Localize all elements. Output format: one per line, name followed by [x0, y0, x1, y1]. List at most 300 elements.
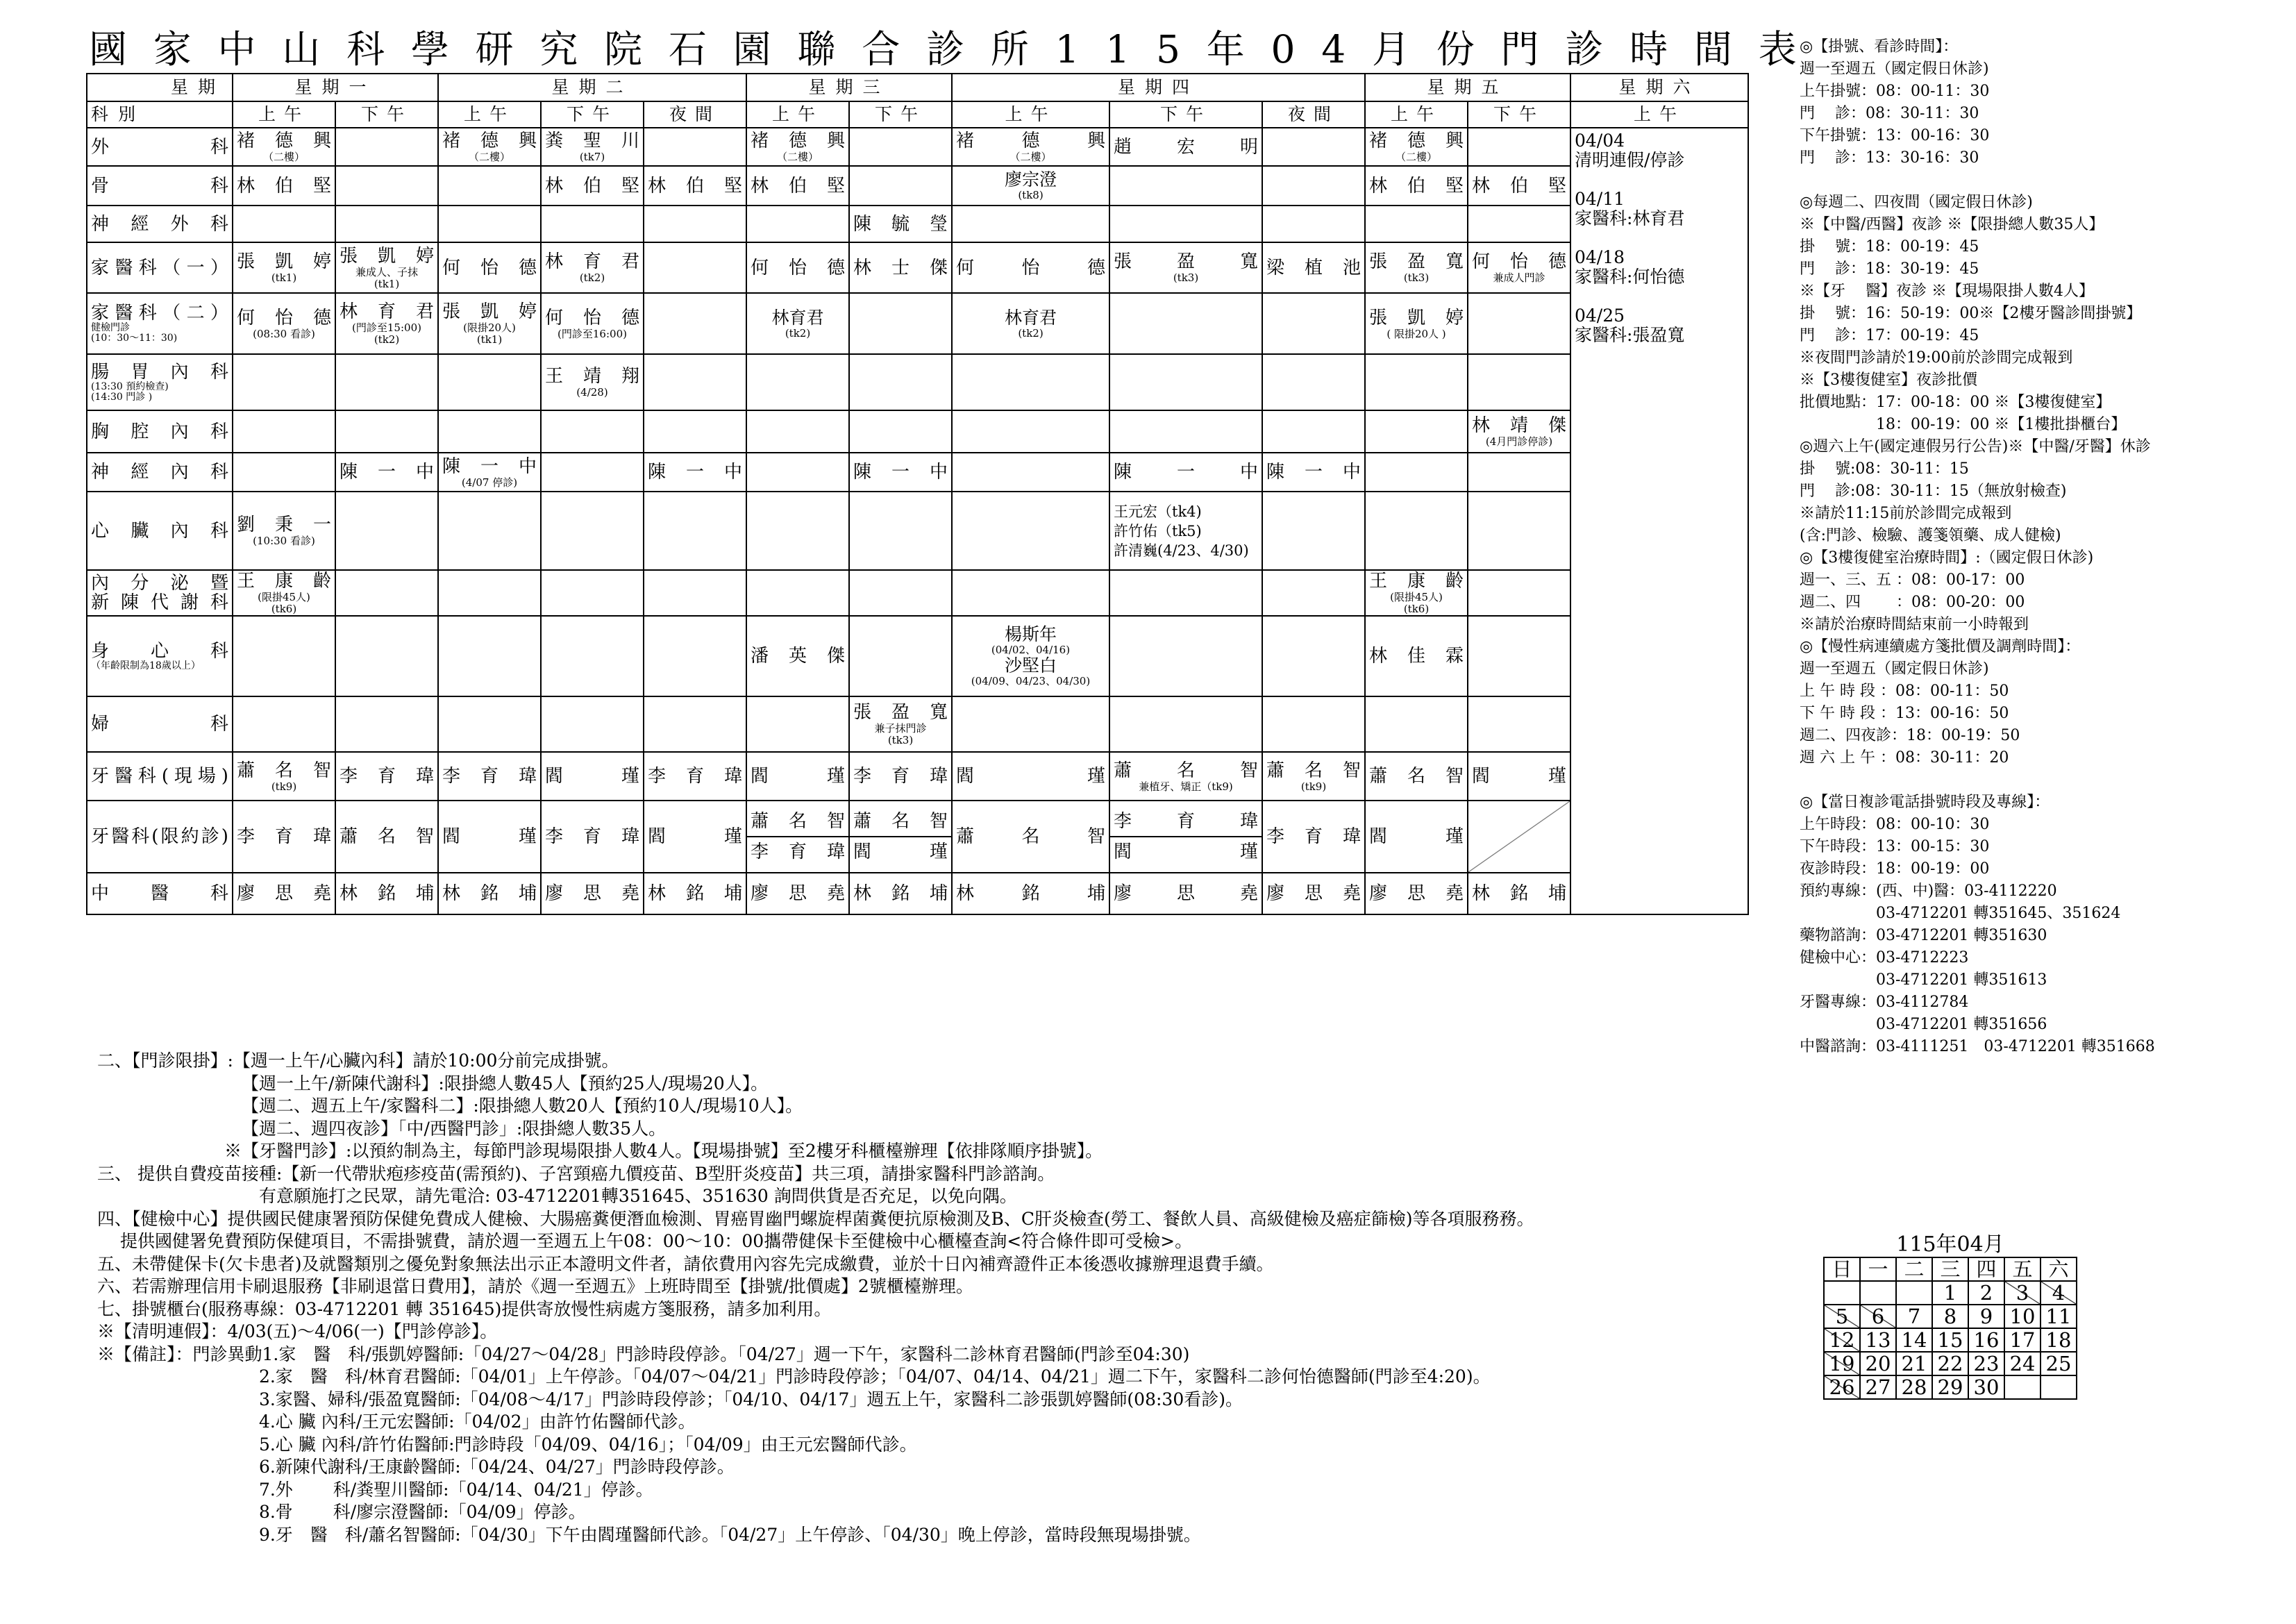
day-header-5	[1365, 74, 1570, 101]
cell-note: 兼成人、子抹	[355, 265, 418, 278]
doctor-cell	[335, 206, 438, 242]
department-name	[91, 574, 228, 593]
cell-note: (10:30 看診)	[253, 535, 315, 547]
char: 瑋	[415, 766, 434, 787]
doctor-cell	[1365, 242, 1468, 293]
session-label: 下午	[1493, 104, 1545, 124]
cell-note: 兼植牙、矯正（tk9)	[1139, 780, 1233, 793]
department-note: 健檢門診	[91, 322, 130, 333]
side-note-line: ※【中醫/西醫】夜診 ※【限掛總人數35人】	[1800, 216, 2104, 233]
side-note-line: 下午時段：13：00-15：30	[1800, 838, 1990, 855]
doctor-cell	[1365, 873, 1468, 914]
spaced-text	[1114, 811, 1258, 832]
doctor-cell	[1468, 410, 1570, 453]
saturday-line	[1575, 287, 1744, 306]
title-char: 年	[1206, 27, 1245, 72]
title-char: 國	[89, 27, 128, 72]
cell-note: (tk7)	[579, 151, 605, 163]
schedule-row	[87, 206, 1748, 242]
doctor-cell	[746, 453, 849, 492]
doctor-cell	[1365, 166, 1468, 206]
side-note-line: 門 診：17：00-19：45	[1800, 327, 1979, 344]
char: 新	[91, 592, 110, 613]
char: 君	[415, 301, 434, 322]
cell-note: (tk8)	[1018, 189, 1044, 201]
char: 凱	[274, 251, 293, 272]
doctor-cell	[1365, 696, 1468, 752]
char: 中	[415, 462, 434, 483]
char: 限	[160, 826, 179, 847]
char: 褚	[751, 131, 769, 151]
side-note-line: 下 午 時 段 ：13：00-16：50	[1800, 705, 2009, 722]
char: 育	[788, 842, 807, 862]
char: 埔	[929, 883, 948, 904]
day-label: 星期五	[1427, 77, 1509, 97]
department-cell	[87, 752, 233, 801]
spaced-text	[1369, 176, 1464, 196]
doctor-cell	[1109, 696, 1262, 752]
footnote-line: 3.家醫、婦科/張盈寬醫師:「04/08～4/17」門診時段停診；「04/10、04/17」週五上午，家醫科二診張凱婷醫師(08:30看診)。	[97, 1389, 1243, 1409]
char: 分	[131, 573, 149, 594]
doctor-cell	[541, 616, 644, 696]
char: 何	[1472, 251, 1491, 272]
char: （	[162, 257, 181, 278]
spaced-text	[956, 131, 1105, 151]
char: 劉	[237, 514, 255, 535]
footnotes	[97, 1050, 1791, 1546]
char: 育	[583, 251, 601, 272]
doctor-cell	[1109, 128, 1262, 166]
char: 堯	[1445, 883, 1464, 904]
char: 中	[1239, 462, 1258, 483]
side-note-line: 門 診：18：30-19：45	[1800, 260, 1979, 278]
footnote-line: 三、 提供自費疫苗接種:【新一代帶狀疱疹疫苗(需預約)、子宮頸癌九價疫苗、B型肝炎疫苗】共三項，請掛家醫科門診諮詢。	[97, 1163, 1055, 1184]
cell-note: （二樓）	[1009, 151, 1052, 163]
char: 思	[1407, 883, 1425, 904]
doctor-line: 許清巍(4/23、4/30)	[1114, 542, 1249, 559]
char: 醫	[111, 826, 130, 847]
doctor-cell	[1262, 873, 1365, 914]
side-note-line: ◎週六上午(國定連假另行公告)※【中醫/牙醫】休診	[1800, 438, 2151, 455]
char: 粪	[545, 131, 564, 151]
doctor-cell	[644, 128, 746, 166]
cell-note: (tk3)	[887, 734, 914, 746]
char: 瑋	[1342, 826, 1361, 847]
cell-note: (tk3)	[1403, 271, 1430, 284]
char: 醫	[115, 303, 133, 324]
schedule-row	[87, 873, 1748, 914]
spaced-text	[751, 842, 845, 862]
char: 瑋	[312, 826, 331, 847]
calendar-weekday: 一	[1860, 1257, 1896, 1281]
spaced-text	[237, 883, 331, 904]
char: 君	[621, 251, 639, 272]
char: 神	[91, 213, 110, 235]
doctor-cell	[1468, 166, 1570, 206]
doctor-cell	[1365, 570, 1468, 616]
char: 智	[415, 826, 434, 847]
footnote-line: 六、若需辦理信用卡刷退服務【非刷退當日費用】，請於《週一至週五》上班時間至【掛號/批價處】2號櫃檯辦理。	[97, 1276, 973, 1296]
side-note-line: ◎【當日複診電話掛號時段及專線】：	[1800, 794, 2050, 811]
char: 蕭	[853, 811, 872, 832]
char: 怡	[274, 307, 293, 328]
title-char: 院	[604, 27, 643, 72]
doctor-cell	[233, 453, 335, 492]
calendar-grid	[1823, 1257, 2077, 1400]
saturday-line: 家醫科:何怡德	[1575, 267, 1685, 287]
char: 謝	[180, 592, 199, 613]
doctor-cell	[233, 492, 335, 570]
session-header-6	[746, 101, 849, 128]
char: ）	[210, 257, 228, 278]
saturday-line: 04/25	[1575, 305, 1625, 326]
char: 內	[91, 573, 110, 594]
department-name	[91, 462, 228, 482]
char: 外	[91, 136, 110, 158]
session-header-3	[438, 101, 541, 128]
char: 植	[1304, 257, 1323, 278]
doctor-cell	[541, 242, 644, 293]
doctor-cell	[1262, 696, 1365, 752]
doctor-name: 林育君	[1004, 307, 1057, 328]
doctor-cell	[849, 492, 952, 570]
department-name	[91, 593, 228, 612]
doctor-cell	[1262, 410, 1365, 453]
session-label: 上午	[771, 104, 823, 124]
footnote-line: 5.心 臟 內科/許竹佑醫師:門診時段「04/09、04/16」；「04/09」由王元宏醫師代診。	[97, 1434, 917, 1455]
char: 秉	[274, 514, 293, 535]
spaced-text	[1114, 883, 1258, 904]
doctor-cell	[233, 752, 335, 801]
spaced-text	[442, 258, 537, 278]
doctor-cell	[849, 570, 952, 616]
spaced-text	[340, 883, 434, 904]
char: 智	[1087, 826, 1105, 847]
spaced-text	[545, 308, 639, 328]
department-name	[91, 176, 228, 196]
char: 褚	[956, 131, 975, 151]
calendar-weekday: 四	[1968, 1257, 2004, 1281]
side-note-line: 批價地點：17：00-18：00 ※【3樓復健室】	[1800, 394, 2111, 411]
char: (	[151, 826, 159, 847]
char: 李	[1114, 811, 1132, 832]
department-name	[91, 215, 228, 234]
session-label: 夜間	[1287, 104, 1339, 124]
char: 銘	[1021, 883, 1040, 904]
spaced-text	[1369, 883, 1464, 904]
doctor-cell	[1262, 492, 1365, 570]
doctor-cell	[1468, 616, 1570, 696]
cell-note: (tk1)	[476, 333, 503, 346]
spaced-text	[648, 176, 742, 196]
department-cell	[87, 166, 233, 206]
char: 池	[1342, 257, 1361, 278]
schedule-row	[87, 616, 1748, 696]
page-title	[89, 28, 1797, 71]
doctor-cell	[952, 696, 1109, 752]
char: 伯	[1509, 175, 1528, 196]
side-note-line: 週二、四夜診：18：00-19：50	[1800, 727, 2020, 744]
doctor-cell	[335, 801, 438, 873]
char: 廖	[1114, 883, 1132, 904]
department-name	[91, 767, 228, 786]
char: 林	[1472, 415, 1491, 436]
doctor-cell	[1262, 293, 1365, 354]
spaced-text	[545, 826, 639, 847]
session-header-11	[1365, 101, 1468, 128]
char: 瑋	[1239, 811, 1258, 832]
doctor-cell	[746, 696, 849, 752]
department-name	[91, 714, 228, 734]
spaced-text	[1114, 251, 1258, 272]
char: 科	[210, 361, 228, 383]
cell-note: (4/28)	[576, 386, 608, 399]
char: 育	[377, 766, 396, 787]
char: 醫	[114, 766, 133, 787]
side-note-line: 週一至週五（國定假日休診)	[1800, 660, 1989, 678]
char: 埔	[723, 883, 742, 904]
calendar-day	[1824, 1281, 1860, 1305]
char: 瑋	[621, 826, 639, 847]
session-header-row	[87, 101, 1748, 128]
spaced-text	[545, 766, 639, 787]
char: 林	[340, 301, 358, 322]
doctor-cell	[233, 410, 335, 453]
spaced-text	[237, 131, 331, 151]
cell-note: (4月門診停診)	[1485, 435, 1553, 448]
calendar-day: 29	[1932, 1375, 1968, 1399]
side-note-line: 中醫諮詢：03-4111251 03-4712201 轉351668	[1800, 1038, 2155, 1055]
doctor-cell	[1468, 293, 1570, 354]
spaced-text	[442, 301, 537, 322]
doctor-cell	[1468, 492, 1570, 570]
char: 伯	[685, 175, 704, 196]
cell-note: (限掛45人)	[1390, 591, 1443, 603]
char: 霖	[1445, 646, 1464, 667]
char: 褚	[1369, 131, 1388, 151]
doctor-cell	[644, 696, 746, 752]
title-char: 間	[1693, 27, 1732, 72]
doctor-cell	[1109, 354, 1262, 410]
side-note-line: 夜診時段：18：00-19：00	[1800, 860, 1990, 878]
doctor-cell	[438, 128, 541, 166]
spaced-text	[1472, 176, 1566, 196]
spaced-text	[237, 308, 331, 328]
department-cell	[87, 410, 233, 453]
calendar-day: 9	[1968, 1305, 2004, 1328]
char: 思	[583, 883, 601, 904]
char: 中	[723, 462, 742, 483]
department-cell	[87, 293, 233, 354]
side-note-line: ◎每週二、四夜間（國定假日休診)	[1800, 194, 2033, 211]
calendar-day: 4	[2041, 1281, 2077, 1305]
saturday-line: 家醫科:林育君	[1575, 208, 1685, 228]
char: 怡	[788, 257, 807, 278]
spaced-text	[956, 258, 1105, 278]
char: 思	[788, 883, 807, 904]
schedule-row	[87, 242, 1748, 293]
char: 堯	[1342, 883, 1361, 904]
doctor-cell	[952, 453, 1109, 492]
department-cell	[87, 492, 233, 570]
doctor-cell	[1109, 206, 1262, 242]
cell-note: (tk2)	[374, 333, 400, 346]
doctor-line: 王元宏（tk4)	[1114, 503, 1202, 520]
doctor-cell	[541, 293, 644, 354]
side-note-line	[1800, 169, 2286, 192]
doctor-cell	[335, 293, 438, 354]
session-header-9	[1109, 101, 1262, 128]
doctor-cell	[438, 696, 541, 752]
char: 科	[210, 640, 228, 662]
doctor-cell	[849, 354, 952, 410]
side-note-line: ※夜間門診請於19:00前於診間完成報到	[1800, 349, 2073, 367]
char: 陳	[1114, 462, 1132, 483]
title-char: 5	[1155, 27, 1180, 72]
char: 婷	[312, 251, 331, 272]
side-note-line: 健檢中心：03-4712223	[1800, 949, 1969, 966]
doctor-cell	[746, 801, 849, 873]
char: 心	[91, 520, 110, 542]
char: 瑾	[518, 826, 537, 847]
doctor-cell	[438, 293, 541, 354]
side-note-line: ※請於11:15前於診間完成報到	[1800, 505, 2012, 522]
calendar-day: 26	[1824, 1375, 1860, 1399]
doctor-cell	[1365, 128, 1468, 166]
char: 中	[91, 883, 110, 904]
doctor-cell	[1109, 752, 1262, 801]
char: 林	[1369, 646, 1388, 667]
title-char: 1	[1055, 27, 1080, 72]
char: 何	[442, 257, 461, 278]
doctor-name: 廖宗澄	[1004, 169, 1057, 190]
saturday-line	[1575, 170, 1744, 190]
char: 德	[480, 131, 498, 151]
char: 科	[210, 592, 228, 613]
session-label: 下午	[874, 104, 926, 124]
doctor-cell	[1109, 801, 1262, 873]
spaced-text	[340, 246, 434, 267]
char: 埔	[518, 883, 537, 904]
doctor-cell	[952, 166, 1109, 206]
department-name	[91, 137, 228, 157]
doctor-cell	[1468, 752, 1570, 801]
cell-note: (4/07 停診)	[461, 476, 518, 489]
char: 銘	[891, 883, 910, 904]
char: 堯	[312, 883, 331, 904]
doctor-cell	[849, 293, 952, 354]
doctor-cell	[438, 354, 541, 410]
char: 名	[788, 811, 807, 832]
char: 智	[1445, 766, 1464, 787]
calendar-day: 25	[2041, 1352, 2077, 1375]
saturday-cell	[1570, 128, 1748, 914]
day-header-1	[233, 74, 438, 101]
char: 瑾	[723, 826, 742, 847]
spaced-text	[853, 214, 948, 235]
char: 智	[826, 811, 845, 832]
department-cell	[87, 801, 233, 873]
doctor-cell	[1109, 616, 1262, 696]
char: 德	[1548, 251, 1566, 272]
footnote-line: ※【清明連假】：4/03(五)～4/06(一)【門診停診】。	[97, 1321, 498, 1341]
char: 德	[312, 307, 331, 328]
spaced-text	[1266, 826, 1361, 847]
char: 婷	[1445, 307, 1464, 328]
char: )	[221, 826, 228, 847]
char: 瑋	[518, 766, 537, 787]
side-note-line: 下午掛號：13：00-16：30	[1800, 127, 1990, 144]
doctor-name: 沙堅白	[1004, 655, 1057, 676]
doctor-cell	[1109, 293, 1262, 354]
doctor-cell	[541, 801, 644, 873]
doctor-cell	[849, 410, 952, 453]
char: 經	[131, 213, 149, 235]
spaced-text	[956, 883, 1105, 904]
doctor-cell	[1109, 492, 1262, 570]
department-cell	[87, 128, 233, 166]
doctor-cell	[1365, 410, 1468, 453]
footnote-line: 五、未帶健保卡(欠卡患者)及就醫類別之優免對象無法出示正本證明文件者，請依費用內容先完成繳費，並於十日內補齊證件正本後憑收據辦理退費手續。	[97, 1253, 1274, 1274]
spaced-text	[545, 251, 639, 272]
char: 林	[648, 175, 667, 196]
char: 瑾	[1087, 766, 1105, 787]
day-label: 星期一	[294, 77, 376, 97]
spaced-text	[648, 826, 742, 847]
char: 何	[545, 307, 564, 328]
department-name	[91, 258, 228, 278]
calendar-weekday: 三	[1932, 1257, 1968, 1281]
calendar-day: 14	[1896, 1328, 1932, 1352]
day-header-row	[87, 74, 1748, 101]
doctor-cell	[233, 128, 335, 166]
calendar-day: 12	[1824, 1328, 1860, 1352]
title-char: 表	[1758, 27, 1797, 72]
doctor-cell	[849, 616, 952, 696]
spaced-text	[442, 826, 537, 847]
char: 凱	[377, 245, 396, 267]
side-note-line: 週二、四 ：08：00-20：00	[1800, 594, 2025, 611]
footnote-line: 9.牙 醫 科/蕭名智醫師:「04/30」下午由閻瑾醫師代診。「04/27」上午停診、「04/30」晚上停診，當時段無現場掛號。	[97, 1524, 1201, 1545]
spaced-text	[340, 826, 434, 847]
title-char: 聯	[797, 27, 836, 72]
day-label: 星期三	[808, 77, 890, 97]
spaced-text	[751, 258, 845, 278]
saturday-line	[1575, 228, 1744, 248]
char: 陳	[120, 592, 139, 613]
char: 神	[91, 462, 110, 483]
doctor-cell	[438, 453, 541, 492]
char: 科	[210, 883, 228, 904]
char: 一	[891, 462, 910, 483]
calendar-weekday: 六	[2041, 1257, 2077, 1281]
doctor-cell	[438, 873, 541, 914]
spaced-text	[237, 176, 331, 196]
char: 婷	[415, 245, 434, 267]
char: 盈	[1176, 251, 1195, 272]
char: 何	[237, 307, 255, 328]
cell-note: (04/02、04/16)	[991, 644, 1071, 656]
schedule-row	[87, 354, 1748, 410]
char: 宏	[1176, 136, 1195, 158]
spaced-text	[853, 883, 948, 904]
char: 寬	[929, 702, 948, 723]
doctor-cell	[335, 492, 438, 570]
calendar-day	[1896, 1281, 1932, 1305]
calendar-day: 15	[1932, 1328, 1968, 1352]
side-note-line: 03-4712201 轉351613	[1800, 971, 2047, 989]
department-cell	[87, 242, 233, 293]
